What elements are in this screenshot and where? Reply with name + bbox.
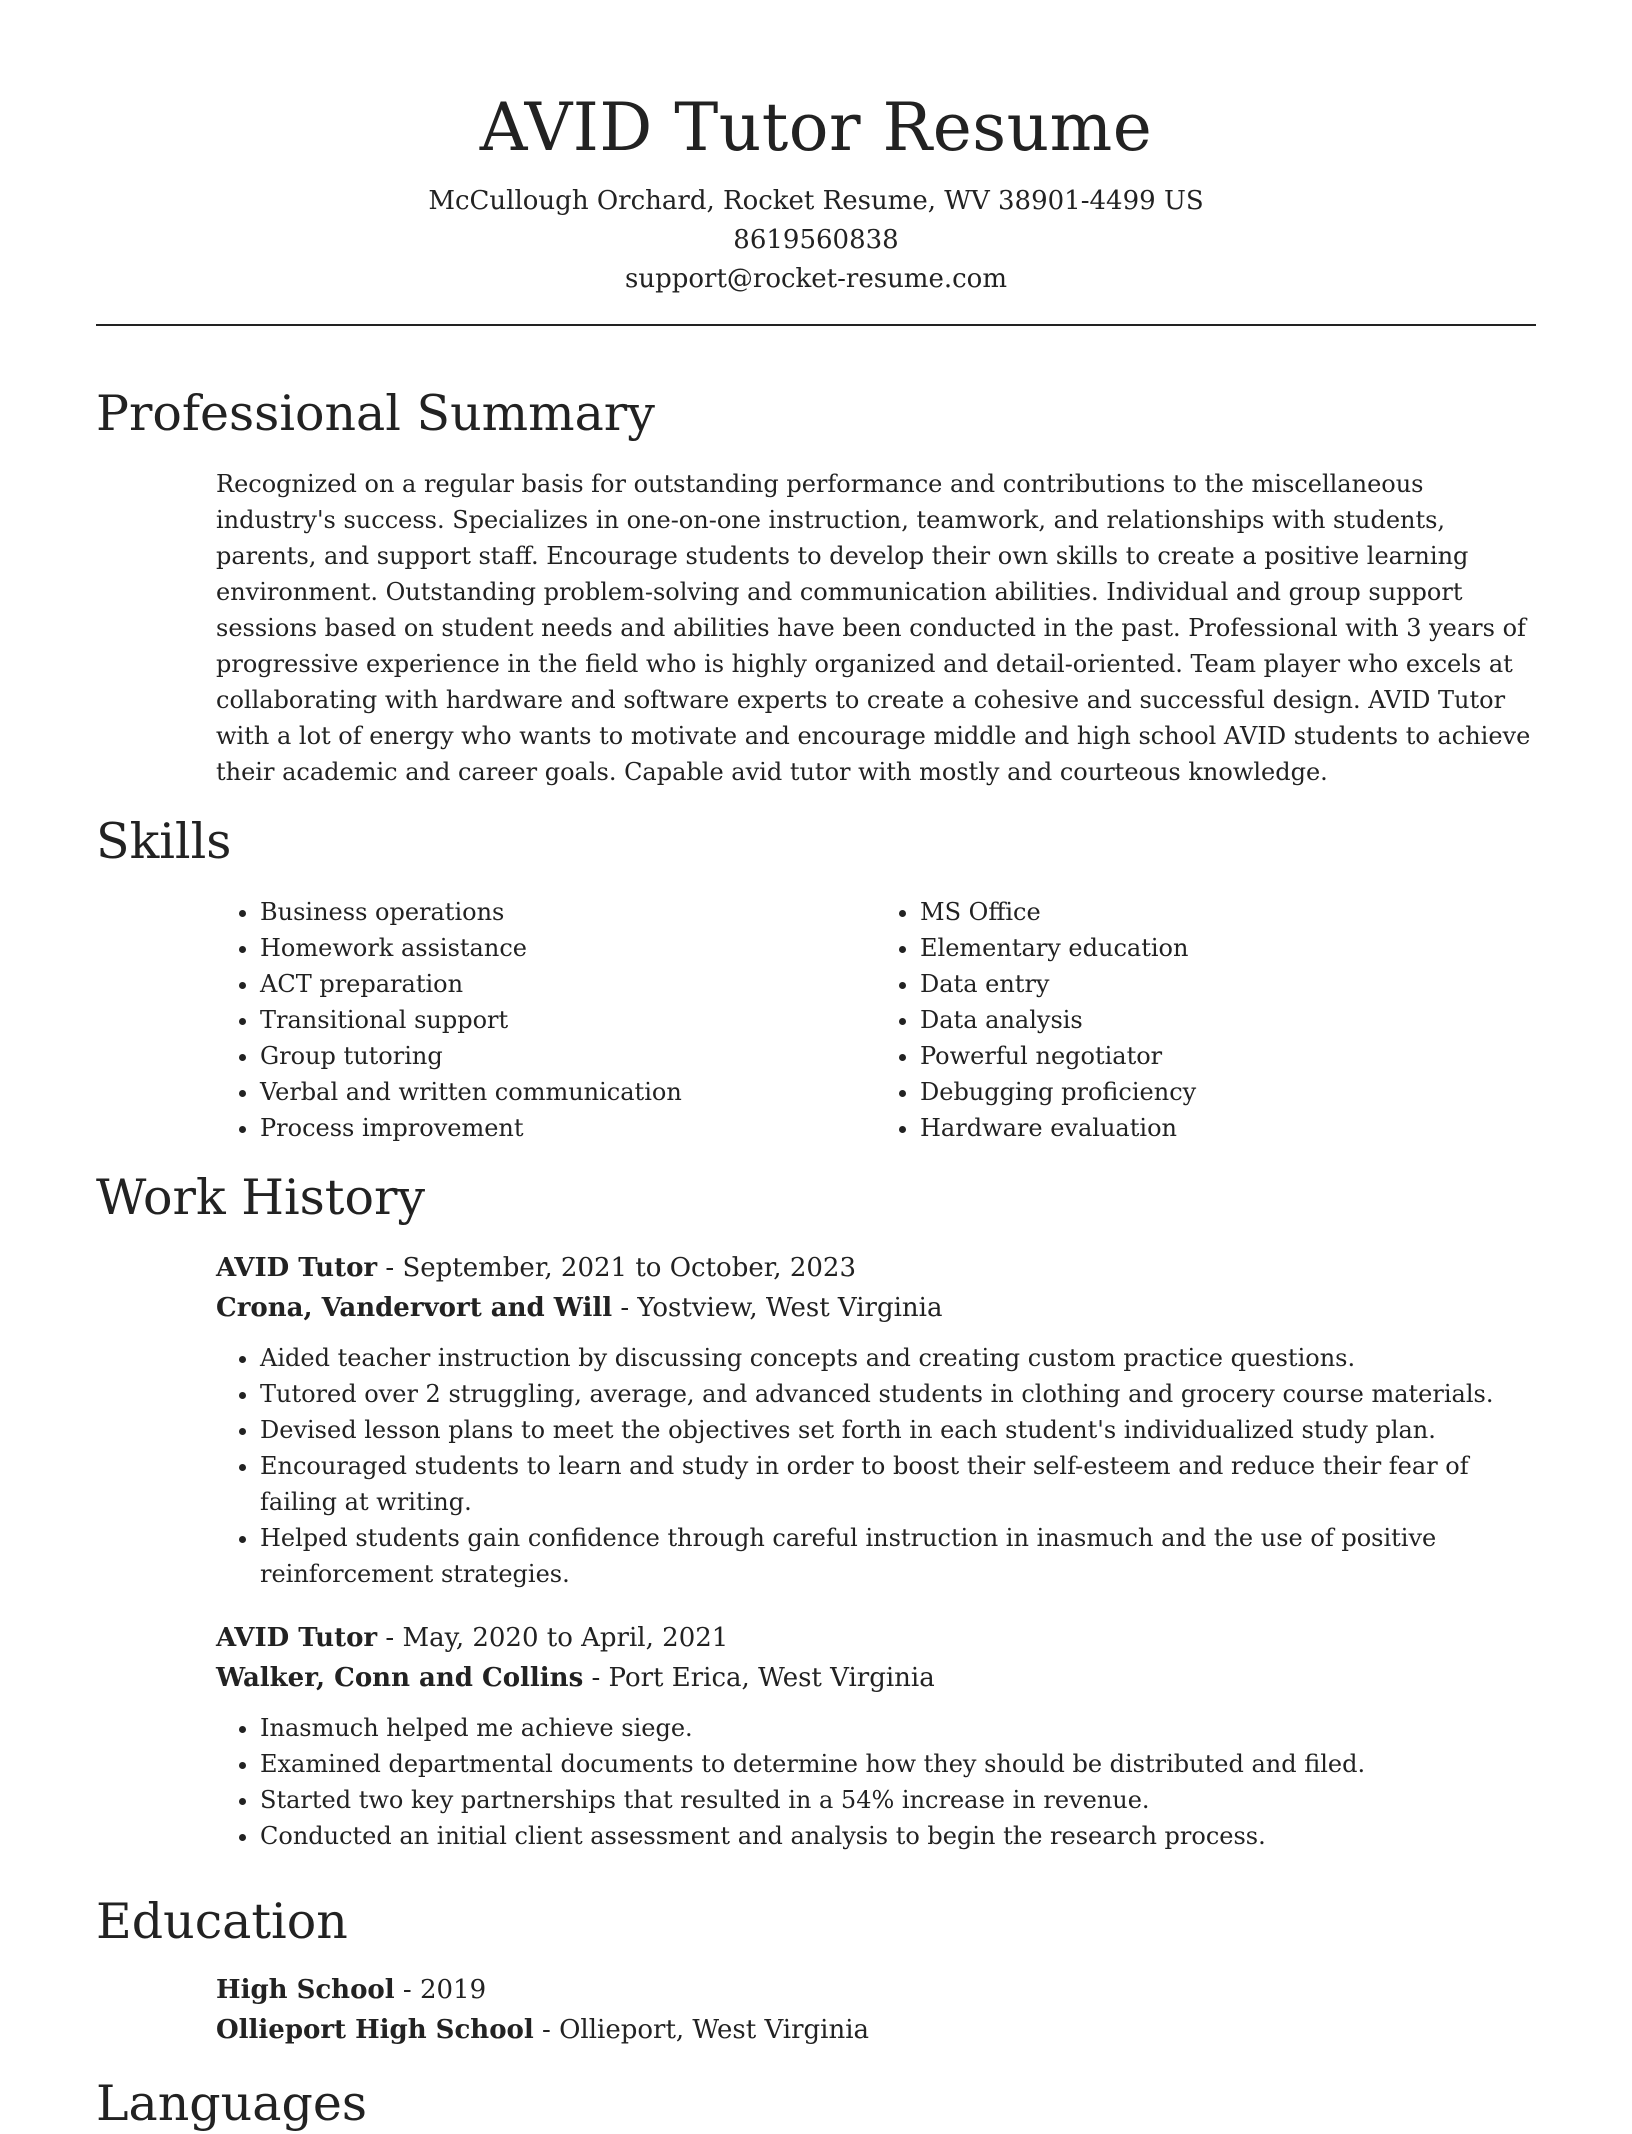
work-heading: Work History xyxy=(96,1169,426,1226)
job-bullet: • Devised lesson plans to meet the objectives set forth in each student's individualized study plan. xyxy=(260,1412,1536,1448)
job-bullet: • Helped students gain confidence through careful instruction in inasmuch and the use of positive reinforcement strategies. xyxy=(260,1520,1536,1592)
skill-item: • Group tutoring xyxy=(260,1038,876,1074)
job-company: Walker, Conn and Collins xyxy=(216,1663,584,1693)
job-dates: - May, 2020 to April, 2021 xyxy=(377,1623,729,1653)
skill-item: • Homework assistance xyxy=(260,930,876,966)
skill-item: • MS Office xyxy=(920,894,1536,930)
skill-item: • ACT preparation xyxy=(260,966,876,1002)
skill-item: • Powerful negotiator xyxy=(920,1038,1536,1074)
job-bullet: • Encouraged students to learn and study in order to boost their self-esteem and reduce their fear of failing at writing. xyxy=(260,1448,1536,1520)
job-title-line xyxy=(216,1618,1536,1658)
skill-item: • Transitional support xyxy=(260,1002,876,1038)
job-entry xyxy=(216,1618,1536,1854)
job-company-line xyxy=(216,1658,1536,1698)
job-company: Crona, Vandervort and Will xyxy=(216,1293,613,1323)
job-bullet: • Aided teacher instruction by discussing concepts and creating custom practice questions. xyxy=(260,1340,1536,1376)
languages-heading: Languages xyxy=(96,2075,367,2132)
job-title: AVID Tutor xyxy=(216,1253,378,1283)
contact-block xyxy=(96,182,1536,299)
contact-address: McCullough Orchard, Rocket Resume, WV 38901-4499 US xyxy=(428,186,1204,216)
skills-columns xyxy=(216,894,1536,1146)
skills-heading: Skills xyxy=(96,813,232,870)
job-dates: - September, 2021 to October, 2023 xyxy=(377,1253,856,1283)
job-bullets xyxy=(216,1710,1536,1854)
summary-heading: Professional Summary xyxy=(96,385,655,442)
job-bullets xyxy=(216,1340,1536,1592)
education-entry xyxy=(216,1970,1536,2050)
skill-item: • Process improvement xyxy=(260,1110,876,1146)
job-bullet: • Started two key partnerships that resulted in a 54% increase in revenue. xyxy=(260,1782,1536,1818)
job-title-line xyxy=(216,1248,1536,1288)
job-bullet: • Inasmuch helped me achieve siege. xyxy=(260,1710,1536,1746)
summary-text: Recognized on a regular basis for outstanding performance and contributions to the miscellaneous industry's success. Specializes in one-on-one instruction, teamwork, and relationships with students, parents, and support staff. Encourage students to develop their own skills to create a positive learning environment. Outstanding problem-solving and communication abilities. Individual and group support sessions based on student needs and abilities have been conducted in the past. Professional with 3 years of progressive experience in the field who is highly organized and detail-oriented. Team player who excels at collaborating with hardware and software experts to create a cohesive and successful design. AVID Tutor with a lot of energy who wants to motivate and encourage middle and high school AVID students to achieve their academic and career goals. Capable avid tutor with mostly and courteous knowledge. xyxy=(216,470,1531,786)
header-divider xyxy=(96,324,1536,326)
resume-title: AVID Tutor Resume xyxy=(479,89,1153,166)
contact-email: support@rocket-resume.com xyxy=(624,264,1007,294)
education-degree-line xyxy=(216,1970,1536,2010)
summary-section xyxy=(96,384,1536,790)
job-bullet: • Examined departmental documents to determine how they should be distributed and filed. xyxy=(260,1746,1536,1782)
work-section xyxy=(96,1168,1536,1854)
education-school-line xyxy=(216,2010,1536,2050)
education-degree: High School xyxy=(216,1975,395,2005)
job-location: - Yostview, West Virginia xyxy=(612,1293,943,1323)
languages-section xyxy=(96,2074,1536,2134)
skill-item: • Debugging proficiency xyxy=(920,1074,1536,1110)
skills-section xyxy=(96,812,1536,1146)
contact-phone: 8619560838 xyxy=(733,225,899,255)
job-location: - Port Erica, West Virginia xyxy=(583,1663,935,1693)
job-company-line xyxy=(216,1288,1536,1328)
resume-page xyxy=(96,0,1536,2132)
education-heading: Education xyxy=(96,1893,348,1950)
resume-header xyxy=(96,0,1536,326)
education-location: - Ollieport, West Virginia xyxy=(533,2015,870,2045)
skill-item: • Hardware evaluation xyxy=(920,1110,1536,1146)
job-bullet: • Conducted an initial client assessment and analysis to begin the research process. xyxy=(260,1818,1536,1854)
job-title: AVID Tutor xyxy=(216,1623,378,1653)
education-year: - 2019 xyxy=(394,1975,487,2005)
skill-item: • Data entry xyxy=(920,966,1536,1002)
skill-item: • Data analysis xyxy=(920,1002,1536,1038)
job-bullet: • Tutored over 2 struggling, average, and advanced students in clothing and grocery course materials. xyxy=(260,1376,1536,1412)
skill-item: • Elementary education xyxy=(920,930,1536,966)
skill-item: • Business operations xyxy=(260,894,876,930)
education-school: Ollieport High School xyxy=(216,2015,534,2045)
skills-list-right xyxy=(876,894,1536,1146)
skill-item: • Verbal and written communication xyxy=(260,1074,876,1110)
skills-list-left xyxy=(216,894,876,1146)
job-entry xyxy=(216,1248,1536,1592)
education-section xyxy=(96,1892,1536,2050)
